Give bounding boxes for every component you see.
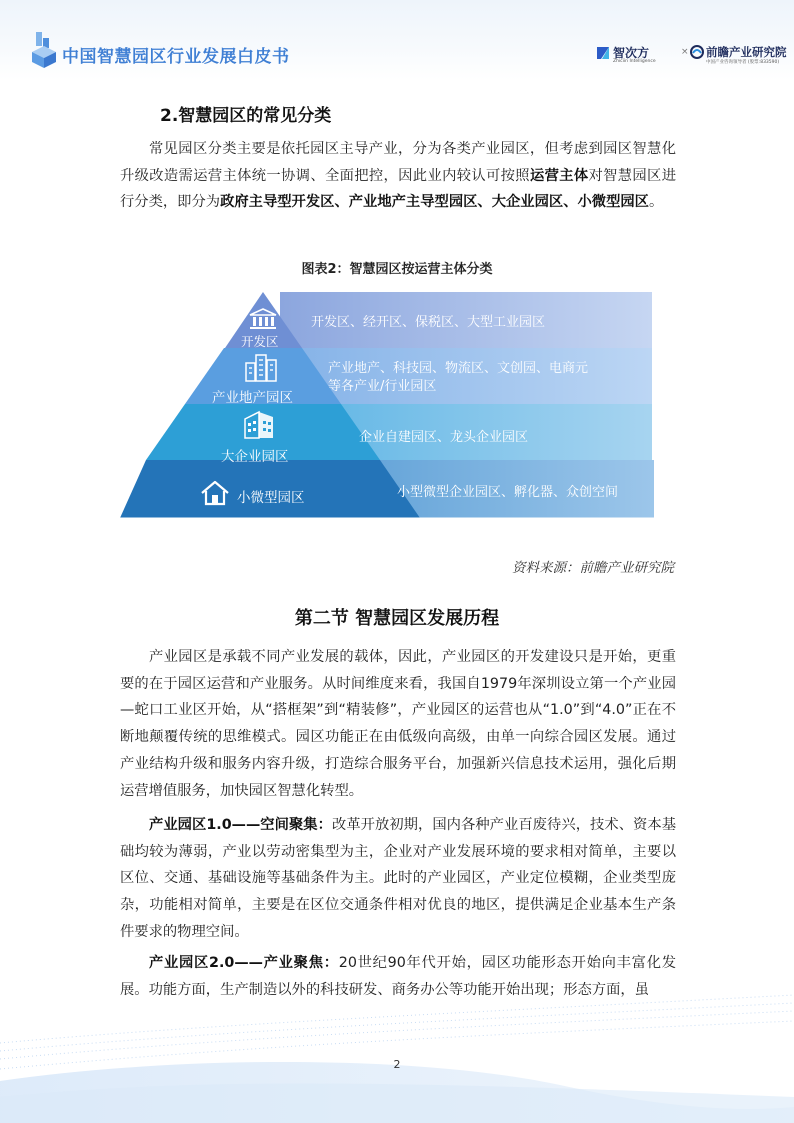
- park-classification-pyramid: [120, 290, 654, 520]
- brand-a-name: 智次方: [613, 46, 650, 60]
- qianzhan-logo-icon: [690, 45, 704, 59]
- brand-b-subtitle: 中国产业咨询领导者 (股票:833590): [706, 60, 780, 65]
- figure-source: 资料来源：前瞻产业研究院: [512, 560, 674, 576]
- tier-label-small-micro: 小微型园区: [237, 490, 305, 506]
- tier-desc-small-micro: 小型微型企业园区、孵化器、众创空间: [397, 485, 619, 500]
- zhiciin-logo-icon: [596, 45, 610, 61]
- brand-separator: ×: [681, 47, 689, 57]
- figure-title: 图表2：智慧园区按运营主体分类: [301, 262, 493, 277]
- government-building-icon: [249, 308, 277, 330]
- page-header: [0, 0, 794, 80]
- brand-zhiciin: [596, 44, 676, 66]
- emphasis-operator: 运营主体: [529, 167, 589, 184]
- classification-paragraph: 常见园区分类主要是依托园区主导产业，分为各类产业园区，但考虑到园区智慧化升级改造需运营主体统一协调、全面把控，因此业内较认可按照运营主体对智慧园区进行分类，即分为政府主导型开发区、产业地产主导型园区、大企业园区、小微型园区。: [120, 141, 676, 211]
- page-number: 2: [393, 1058, 401, 1071]
- tier-desc-industrial-real-estate: 产业地产、科技园、物流区、文创园、电商元等各产业/行业园区: [328, 361, 589, 394]
- tier-label-industrial-real-estate: 产业地产园区: [212, 390, 293, 406]
- emphasis-categories: 政府主导型开发区、产业地产主导型园区、大企业园区、小微型园区: [220, 194, 649, 211]
- tier-desc-development-zone: 开发区、经开区、保税区、大型工业园区: [311, 315, 546, 330]
- stage-2-paragraph: 产业园区2.0——产业聚焦：20世纪90年代开始，园区功能形态开始向丰富化发展。功能方面，生产制造以外的科技研发、商务办公等功能开始出现；形态方面，虽: [120, 955, 676, 998]
- house-icon: [200, 480, 230, 506]
- stage-1-label: 产业园区1.0——空间聚集：: [149, 817, 332, 833]
- office-towers-icon: [244, 354, 278, 382]
- stage-2-label: 产业园区2.0——产业聚焦：: [149, 955, 339, 971]
- brand-a-subtitle: Zhiciin Intelligence: [613, 59, 656, 64]
- section-heading-classification: 2.智慧园区的常见分类: [160, 106, 332, 126]
- company-building-icon: [243, 409, 275, 439]
- tier-label-development-zone: 开发区: [241, 334, 279, 349]
- cube-stack-logo-icon: [30, 30, 58, 70]
- brand-qianzhan: [690, 44, 790, 66]
- tier-label-large-enterprise: 大企业园区: [221, 449, 289, 465]
- tier-desc-large-enterprise: 企业自建园区、龙头企业园区: [359, 430, 529, 445]
- stage-1-paragraph: 产业园区1.0——空间聚集：改革开放初期，国内各种产业百废待兴，技术、资本基础均较为薄弱，产业以劳动密集型为主，企业对产业发展环境的要求相对简单，主要以区位、交通、基础设施等基础条件为主。此时的产业园区，产业定位模糊，企业类型庞杂，功能相对简单，主要是在区位交通条件相对优良的地区，提供满足企业基本生产条件要求的物理空间。: [120, 817, 676, 940]
- section-heading-history: 第二节 智慧园区发展历程: [294, 608, 500, 629]
- document-title: 中国智慧园区行业发展白皮书: [62, 47, 290, 67]
- decorative-wave-footer: [0, 985, 794, 1123]
- brand-b-name: 前瞻产业研究院: [706, 45, 787, 59]
- history-intro-paragraph: 产业园区是承载不同产业发展的载体，因此，产业园区的开发建设只是开始，更重要的在于园区运营和产业服务。从时间维度来看，我国自1979年深圳设立第一个产业园—蛇口工业区开始，从“搭框架”到“精装修”，产业园区的运营也从“1.0”到“4.0”正在不断地颠覆传统的思维模式。园区功能正在由低级向高级，由单一向综合园区发展。通过产业结构升级和服务内容升级，打造综合服务平台，加强新兴信息技术运用，强化后期运营增值服务，加快园区智慧化转型。: [120, 649, 676, 799]
